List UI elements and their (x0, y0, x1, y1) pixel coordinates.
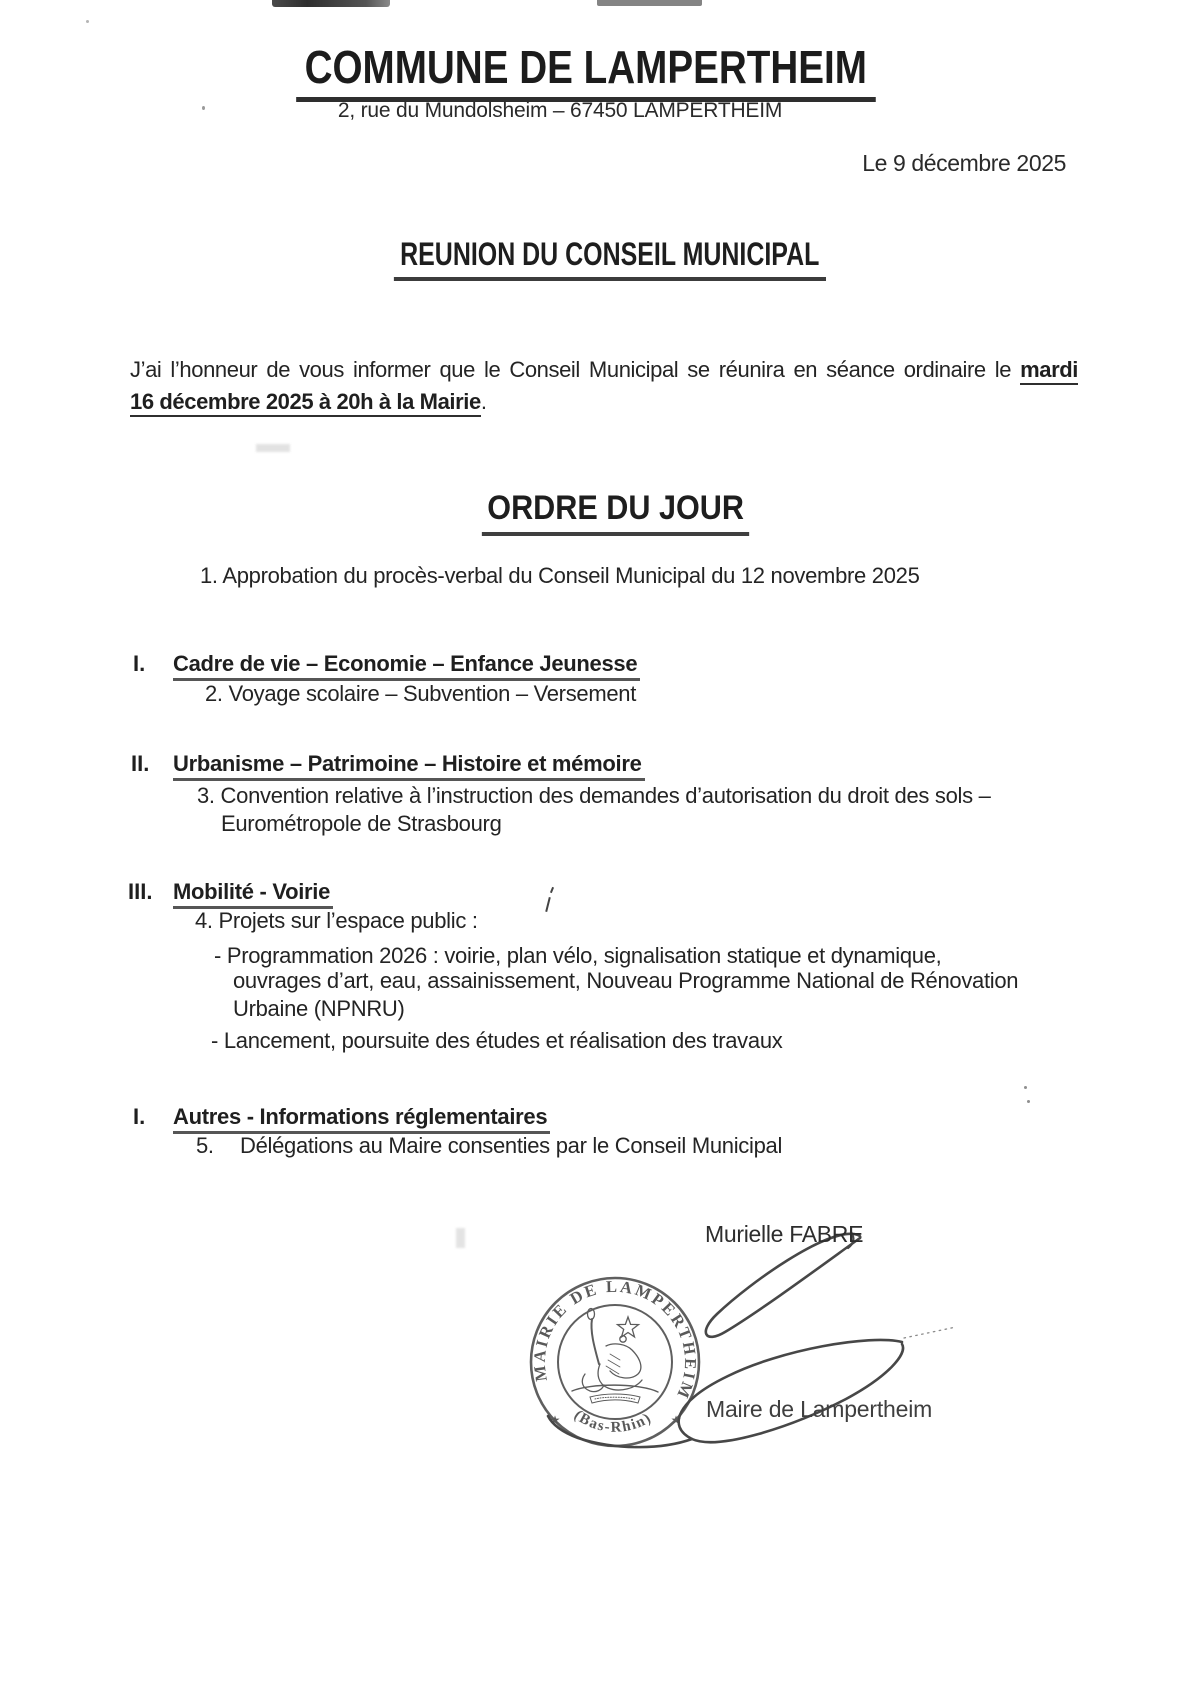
scan-speck (86, 20, 89, 23)
agenda-item-4-sub-1-line-1: - Programmation 2026 : voirie, plan vélo, signalisation statique et dynamique, (214, 943, 942, 968)
stamp-figure-star (618, 1317, 639, 1337)
agenda-item-4: 4. Projets sur l’espace public : (195, 908, 478, 933)
agenda-item-4-sub-1-line-3: Urbaine (NPNRU) (233, 996, 405, 1021)
scan-stray-mark (545, 897, 551, 912)
scan-speck (1027, 1100, 1030, 1103)
section-4-numeral: I. (133, 1104, 146, 1129)
agenda-item-5-text: Délégations au Maire consenties par le Conseil Municipal (240, 1133, 783, 1158)
stamp-figure (572, 1309, 658, 1404)
stamp-inner-circle (558, 1305, 672, 1419)
section-2-title: Urbanisme – Patrimoine – Histoire et mémoire (173, 751, 645, 777)
address-line: 2, rue du Mundolsheim – 67450 LAMPERTHEIM (337, 99, 783, 122)
agenda-item-2: 2. Voyage scolaire – Subvention – Versement (205, 681, 637, 706)
agenda-item-4-sub-2: - Lancement, poursuite des études et réalisation des travaux (211, 1028, 783, 1053)
agenda-item-1: 1. Approbation du procès-verbal du Conseil Municipal du 12 novembre 2025 (200, 563, 920, 588)
meeting-heading (15, 236, 1190, 281)
agenda-heading (21, 489, 1190, 536)
scan-blotch (256, 444, 290, 452)
signature-dotted-trail (904, 1327, 956, 1338)
commune-title (0, 40, 1181, 102)
stamp-seal (530, 1277, 701, 1446)
stamp-star-right-icon: ★ (670, 1413, 682, 1427)
signature-lower-loop (679, 1340, 903, 1442)
section-1-title: Cadre de vie – Economie – Enfance Jeunesse (173, 651, 640, 677)
intro-line-1 (130, 356, 1078, 384)
signatory-role: Maire de Lampertheim (706, 1396, 933, 1422)
scan-stray-mark (550, 887, 554, 893)
agenda-item-5-number: 5. (196, 1133, 214, 1158)
scan-speck (1024, 1086, 1027, 1089)
meeting-heading-text: REUNION DU CONSEIL MUNICIPAL (394, 236, 826, 281)
scan-smudge-top-right (597, 0, 702, 6)
intro-text: J’ai l’honneur de vous informer que le Conseil Municipal se réunira en séance ordinaire le (130, 357, 1021, 382)
agenda-item-4-sub-1-line-2: ouvrages d’art, eau, assainissement, Nouveau Programme National de Rénovation (233, 968, 1019, 993)
intro-period: . (480, 389, 487, 414)
commune-title-text: COMMUNE DE LAMPERTHEIM (296, 40, 875, 102)
section-3-title: Mobilité - Voirie (173, 879, 333, 905)
agenda-item-3-line-1: 3. Convention relative à l’instruction des demandes d’autorisation du droit des sols – (197, 783, 991, 808)
signature-upper-loop (706, 1234, 860, 1337)
intro-emphasis-mardi: mardi (1020, 357, 1078, 385)
intro-line-2 (130, 389, 487, 415)
agenda-item-3-line-2: Eurométropole de Strasbourg (221, 811, 502, 836)
intro-emphasis-date: 16 décembre 2025 à 20h à la Mairie (130, 389, 481, 417)
date-line: Le 9 décembre 2025 (862, 150, 1066, 176)
section-4-title: Autres - Informations réglementaires (173, 1104, 550, 1130)
stamp-arc-top-text: MAIRIE DE LAMPERTHEIM (529, 1276, 701, 1404)
signatory-name: Murielle FABRE (705, 1221, 864, 1247)
section-2-numeral: II. (131, 751, 150, 776)
section-3-numeral: III. (128, 879, 153, 904)
stamp-star-left-icon: ★ (549, 1413, 561, 1427)
section-1-numeral: I. (133, 651, 146, 676)
agenda-heading-text: ORDRE DU JOUR (482, 489, 750, 536)
scan-smudge-top-left (272, 0, 390, 7)
stamp-arc-bottom-text: (Bas-Rhin) (570, 1407, 655, 1436)
